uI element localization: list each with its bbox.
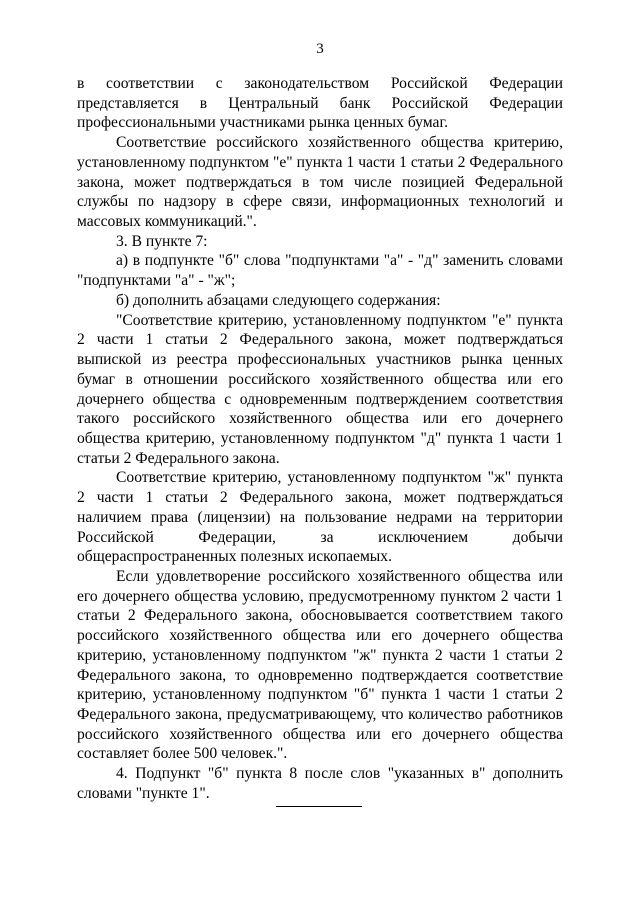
- paragraph-condition: Если удовлетворение российского хозяйственного общества или его дочернего общества условию, предусмотренному пунктом 2 части 1 статьи 2 Федерального закона, обосновывается соответствием такого российского хозяйственного общества или его дочернего общества критерию, установленному подпунктом "ж" пункта 2 части 1 статьи 2 Федерального закона, то одновременно подтверждается соответствие критерию, установленному подпунктом "б" пункта 1 части 1 статьи 2 Федерального закона, предусматривающему, что количество работников российского хозяйственного общества или его дочернего общества составляет более 500 человек.".: [77, 567, 563, 763]
- paragraph-item-4: 4. Подпункт "б" пункта 8 после слов "указанных в" дополнить словами "пункте 1".: [77, 765, 563, 802]
- paragraph-criterion-zh: Соответствие критерию, установленному подпунктом "ж" пункта 2 части 1 статьи 2 Федерального закона, может подтверждаться наличием права (лицензии) на пользование недрами на территории Российской Федерации, за исключением добычи общераспространенных полезных ископаемых.: [77, 469, 563, 566]
- document-body: [77, 74, 563, 804]
- paragraph-continuation: в соответствии с законодательством Российской Федерации представляется в Центральный банк Российской Федерации профессиональными участниками рынка ценных бумаг.: [77, 75, 563, 132]
- paragraph-subitem-a: а) в подпункте "б" слова "подпунктами "а" - "д" заменить словами "подпунктами "а" - "ж";: [77, 252, 563, 290]
- page-number: 3: [316, 41, 324, 57]
- paragraph-item-3-heading: 3. В пункте 7:: [116, 232, 208, 250]
- end-separator-line: [276, 806, 362, 807]
- paragraph-subitem-b: б) дополнить абзацами следующего содержания:: [116, 291, 441, 309]
- paragraph-email-criterion: Соответствие российского хозяйственного общества критерию, установленному подпунктом "е" пункта 1 части 1 статьи 2 Федерального закона, может подтверждаться в том числе позицией Федеральной службы по надзору в сфере связи, информационных технологий и массовых коммуникаций.".: [77, 134, 563, 231]
- paragraph-criterion-e: "Соответствие критерию, установленному подпунктом "е" пункта 2 части 1 статьи 2 Федерального закона, может подтверждаться выпиской из реестра профессиональных участников рынка ценных бумаг в отношении российского хозяйственного общества или его дочернего общества с одновременным подтверждением соответствия такого российского хозяйственного общества или его дочернего общества критерию, установленному подпунктом "д" пункта 1 части 1 статьи 2 Федерального закона.: [77, 311, 563, 467]
